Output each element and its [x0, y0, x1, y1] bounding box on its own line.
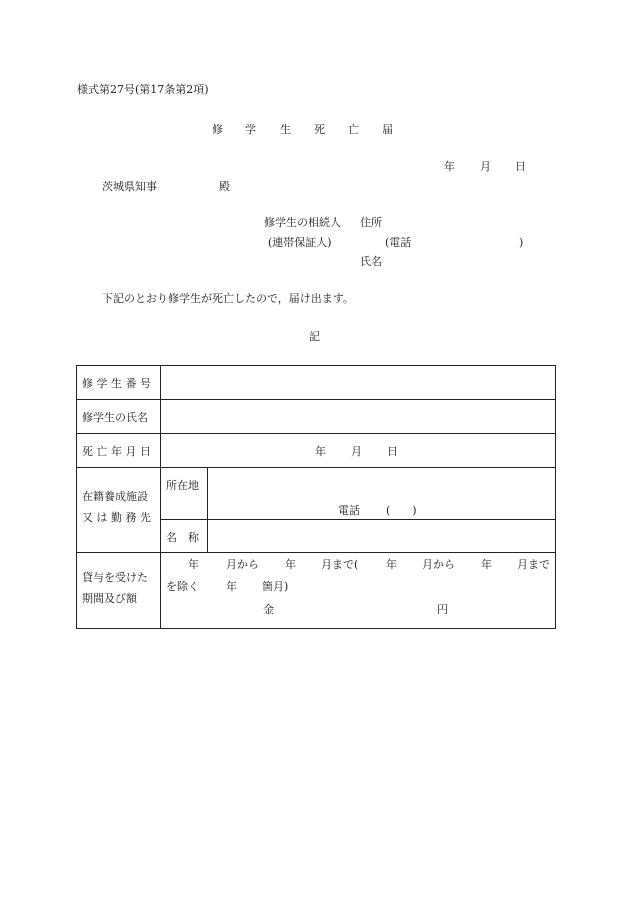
ki-heading: 記	[309, 330, 320, 343]
location-field[interactable]	[208, 468, 555, 519]
title-char: 亡	[348, 123, 359, 136]
student-name-field[interactable]	[161, 400, 555, 433]
death-date-label: 死 亡 年 月 日	[82, 445, 151, 458]
title-char: 届	[382, 123, 393, 136]
loan-excluding: を除く	[166, 580, 199, 593]
loan-year: 年	[386, 558, 397, 571]
institution-label-line2: 又 は 勤 務 先	[82, 511, 151, 524]
loan-label-line1: 貸与を受けた	[82, 571, 148, 584]
info-table	[76, 365, 556, 629]
loan-field[interactable]	[161, 553, 555, 628]
name-label: 氏名	[360, 255, 382, 268]
title-char: 修	[212, 123, 223, 136]
loan-month-to: 月まで	[517, 558, 550, 571]
location-label: 所在地	[166, 479, 199, 492]
loan-month-from: 月から	[422, 558, 455, 571]
date-day: 日	[515, 160, 526, 173]
loan-year: 年	[481, 558, 492, 571]
loan-year: 年	[226, 580, 237, 593]
institution-name-label: 名 称	[166, 531, 199, 544]
date-month: 月	[480, 160, 491, 173]
student-name-label: 修学生の氏名	[82, 411, 148, 424]
loan-months: 箇月)	[262, 580, 289, 593]
addressee-honorific: 殿	[219, 180, 230, 193]
address-label: 住所	[360, 216, 382, 229]
title-char: 死	[314, 123, 325, 136]
applicant-label-paren: (連帯保証人)	[268, 236, 332, 249]
institution-phone-label: 電話	[338, 504, 360, 517]
loan-year: 年	[188, 558, 199, 571]
institution-name-field[interactable]	[208, 520, 555, 552]
loan-month-to: 月まで(	[321, 558, 359, 571]
phone-close: )	[519, 236, 524, 249]
death-date-month: 月	[351, 445, 362, 458]
loan-month-from: 月から	[226, 558, 259, 571]
student-number-label: 修 学 生 番 号	[82, 377, 151, 390]
body-text: 下記のとおり修学生が死亡したので，届け出ます。	[102, 292, 354, 305]
student-number-field[interactable]	[161, 366, 555, 399]
loan-label-line2: 期間及び額	[82, 592, 137, 605]
applicant-label: 修学生の相続人	[264, 216, 341, 229]
death-date-year: 年	[315, 445, 326, 458]
phone-label: (電話	[385, 236, 412, 249]
form-number: 様式第27号(第17条第2項)	[77, 83, 209, 96]
institution-label-line1: 在籍養成施設	[82, 490, 148, 503]
institution-phone-paren: ( )	[386, 504, 417, 517]
title-char: 生	[280, 123, 291, 136]
addressee-name: 茨城県知事	[102, 180, 157, 193]
title-char: 学	[245, 123, 256, 136]
date-year: 年	[444, 160, 455, 173]
loan-amount-unit: 円	[437, 603, 448, 616]
death-date-field[interactable]	[161, 434, 555, 467]
loan-year: 年	[285, 558, 296, 571]
loan-amount-label: 金	[263, 603, 274, 616]
death-date-day: 日	[387, 445, 398, 458]
